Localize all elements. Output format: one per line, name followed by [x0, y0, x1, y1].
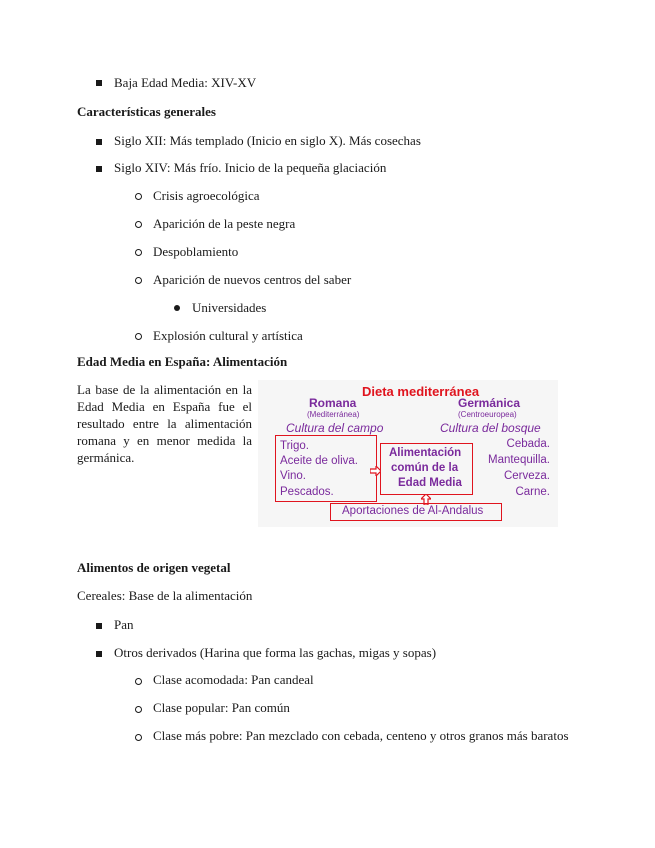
- figure-title: Dieta mediterránea: [362, 384, 480, 399]
- list-item: Siglo XII: Más templado (Inicio en siglo X). Más cosechas: [114, 133, 421, 148]
- bullet-square-icon: [96, 623, 102, 629]
- germanica-label: Germánica: [458, 396, 521, 410]
- bullet-circle-icon: [135, 333, 142, 340]
- list-subitem: Aparición de la peste negra: [153, 216, 296, 231]
- bullet-square-icon: [96, 139, 102, 145]
- germanica-food-item: Cerveza.: [503, 470, 550, 482]
- section-heading-vegetal: Alimentos de origen vegetal: [77, 560, 231, 575]
- bullet-circle-icon: [135, 221, 142, 228]
- bullet-square-icon: [96, 166, 102, 172]
- bullet-circle-icon: [135, 277, 142, 284]
- germanica-sublabel: (Centroeuropea): [458, 410, 517, 419]
- arrow-right-icon: [370, 466, 381, 476]
- romana-food-item: Pescados.: [280, 486, 334, 498]
- bullet-square-icon: [96, 651, 102, 657]
- center-line: Edad Media: [398, 477, 462, 489]
- bullet-circle-icon: [135, 249, 142, 256]
- romana-food-item: Vino.: [280, 470, 307, 482]
- al-andalus-label: Aportaciones de Al-Andalus: [342, 505, 484, 517]
- list-subitem: Despoblamiento: [153, 244, 239, 259]
- bullet-dot-icon: [174, 305, 180, 311]
- list-item: Pan: [114, 617, 134, 632]
- list-subitem: Crisis agroecológica: [153, 188, 260, 203]
- section-heading-caracteristicas: Características generales: [77, 104, 216, 119]
- list-item: Baja Edad Media: XIV-XV: [114, 75, 257, 90]
- bullet-circle-icon: [135, 706, 142, 713]
- germanica-food-item: Carne.: [515, 486, 550, 498]
- germanica-culture: Cultura del bosque: [440, 421, 541, 435]
- list-subitem: Clase más pobre: Pan mezclado con cebada, centeno y otros granos más baratos: [153, 728, 569, 743]
- romana-food-item: Aceite de oliva.: [280, 455, 358, 467]
- romana-culture: Cultura del campo: [286, 421, 384, 435]
- list-item: Siglo XIV: Más frío. Inicio de la pequeña glaciación: [114, 160, 387, 175]
- romana-sublabel: (Mediterránea): [307, 410, 360, 419]
- center-line: Alimentación: [389, 447, 462, 459]
- dieta-mediterranea-figure: [258, 380, 558, 527]
- list-subitem: Explosión cultural y artística: [153, 328, 303, 343]
- section-heading-alimentacion: Edad Media en España: Alimentación: [77, 354, 288, 369]
- germanica-food-item: Cebada.: [506, 438, 550, 450]
- romana-food-item: Trigo.: [280, 440, 309, 452]
- list-subsubitem: Universidades: [192, 300, 267, 315]
- germanica-food-item: Mantequilla.: [487, 454, 550, 466]
- vegetal-intro: Cereales: Base de la alimentación: [77, 588, 253, 603]
- center-line: común de la: [391, 462, 459, 474]
- list-item: Otros derivados (Harina que forma las gachas, migas y sopas): [114, 645, 437, 660]
- list-subitem: Clase popular: Pan común: [153, 700, 290, 715]
- alimentacion-paragraph: La base de la alimentación en la Edad Media en España fue el resultado entre la alimentación romana y en menor medida la germánica.: [77, 382, 252, 465]
- bullet-square-icon: [96, 80, 102, 86]
- list-subitem: Aparición de nuevos centros del saber: [153, 272, 352, 287]
- bullet-circle-icon: [135, 193, 142, 200]
- bullet-circle-icon: [135, 734, 142, 741]
- romana-label: Romana: [309, 396, 357, 410]
- bullet-circle-icon: [135, 678, 142, 685]
- list-subitem: Clase acomodada: Pan candeal: [153, 672, 314, 687]
